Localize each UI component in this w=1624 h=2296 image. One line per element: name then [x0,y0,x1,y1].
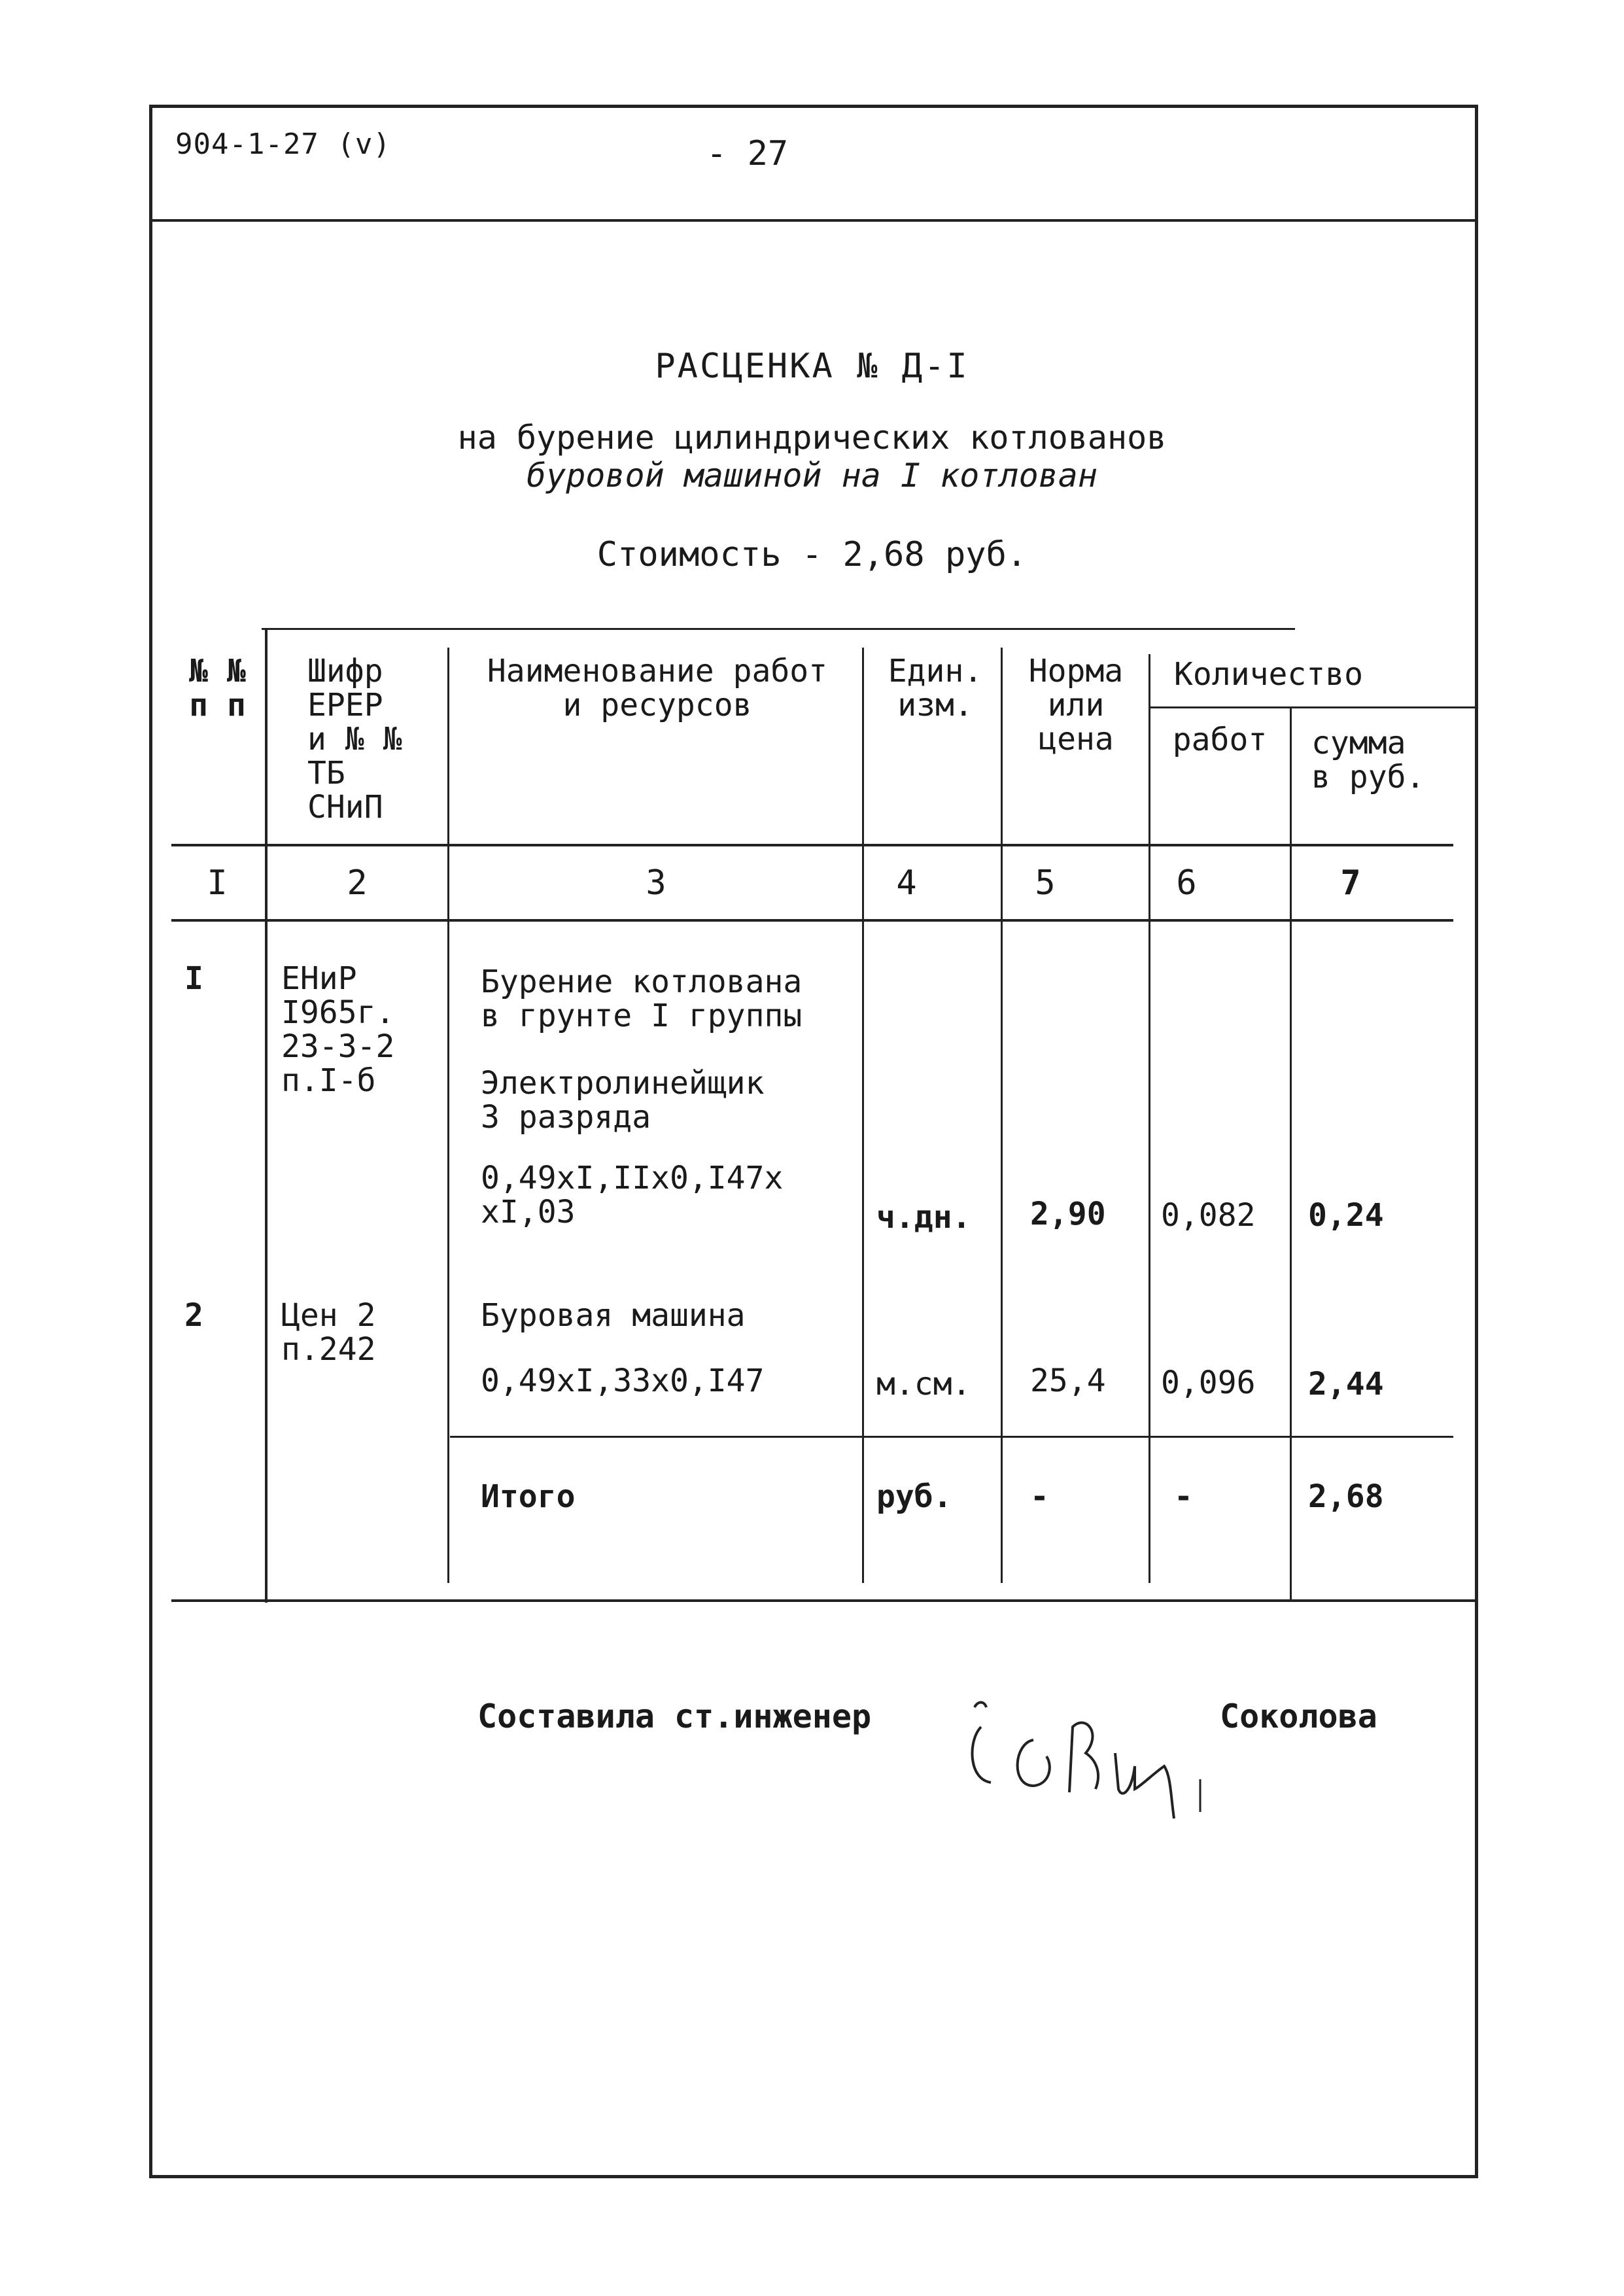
compiled-by-label: Составила ст.инженер [477,1697,872,1735]
col-number-1: I [207,863,228,903]
header-sum: сумма в руб. [1311,725,1425,795]
col-number-7: 7 [1340,863,1361,903]
row-quantity: 0,082 [1161,1197,1256,1234]
row-name: Бурение котлована в грунте I группы [481,964,803,1034]
col-number-3: 3 [646,863,666,903]
row-formula: 0,49хI,33х0,I47 [481,1363,765,1399]
row-worker: Электролинейщик 3 разряда [481,1065,765,1136]
row-quantity: 0,096 [1161,1365,1256,1401]
row-sum: 2,44 [1308,1366,1384,1402]
row-code: Цен 2 п.242 [281,1297,376,1368]
col-number-5: 5 [1035,863,1056,903]
title-line-2: буровой машиной на I котлован [527,457,1097,495]
row-unit: ч.дн. [876,1199,971,1236]
header-divider [149,219,1478,222]
total-label: Итого [481,1478,576,1515]
row-number: I [184,960,203,997]
document-title: РАСЦЕНКА № Д-I [655,347,969,386]
row-name: Буровая машина [481,1297,746,1334]
header-norm: Норма или цена [1028,653,1124,757]
total-norm: - [1030,1478,1049,1515]
row-formula: 0,49хI,IIх0,I47х хI,03 [481,1160,784,1230]
header-quantity: Количество [1174,656,1363,693]
row-norm: 2,90 [1030,1196,1106,1232]
row-sum: 0,24 [1308,1197,1384,1234]
title-line-1: на бурение цилиндрических котлованов [457,419,1167,457]
row-code: ЕНиР I965г. 23-3-2 п.I-б [281,960,395,1099]
header-name: Наименование работ и ресурсов [487,653,828,723]
row-number: 2 [184,1297,203,1334]
header-unit: Един. изм. [888,653,983,723]
page-frame [149,105,1478,2178]
row-norm: 25,4 [1030,1363,1106,1399]
page-number: - 27 [706,134,789,173]
header-row-number: № № п п [189,653,246,723]
signature-image [955,1661,1217,1858]
col-number-4: 4 [896,863,917,903]
total-sum: 2,68 [1308,1478,1384,1515]
compiler-name: Соколова [1220,1697,1377,1735]
total-unit: руб. [876,1478,952,1515]
col-number-2: 2 [347,863,368,903]
header-work: работ [1172,722,1268,758]
col-number-6: 6 [1176,863,1197,903]
cost-line: Стоимость - 2,68 руб. [596,535,1028,574]
header-code: Шифр ЕРЕР и № № ТБ СНиП [307,653,402,826]
document-code: 904-1-27 (v) [175,128,391,161]
row-unit: м.см. [876,1366,971,1402]
total-quantity: - [1174,1478,1193,1515]
